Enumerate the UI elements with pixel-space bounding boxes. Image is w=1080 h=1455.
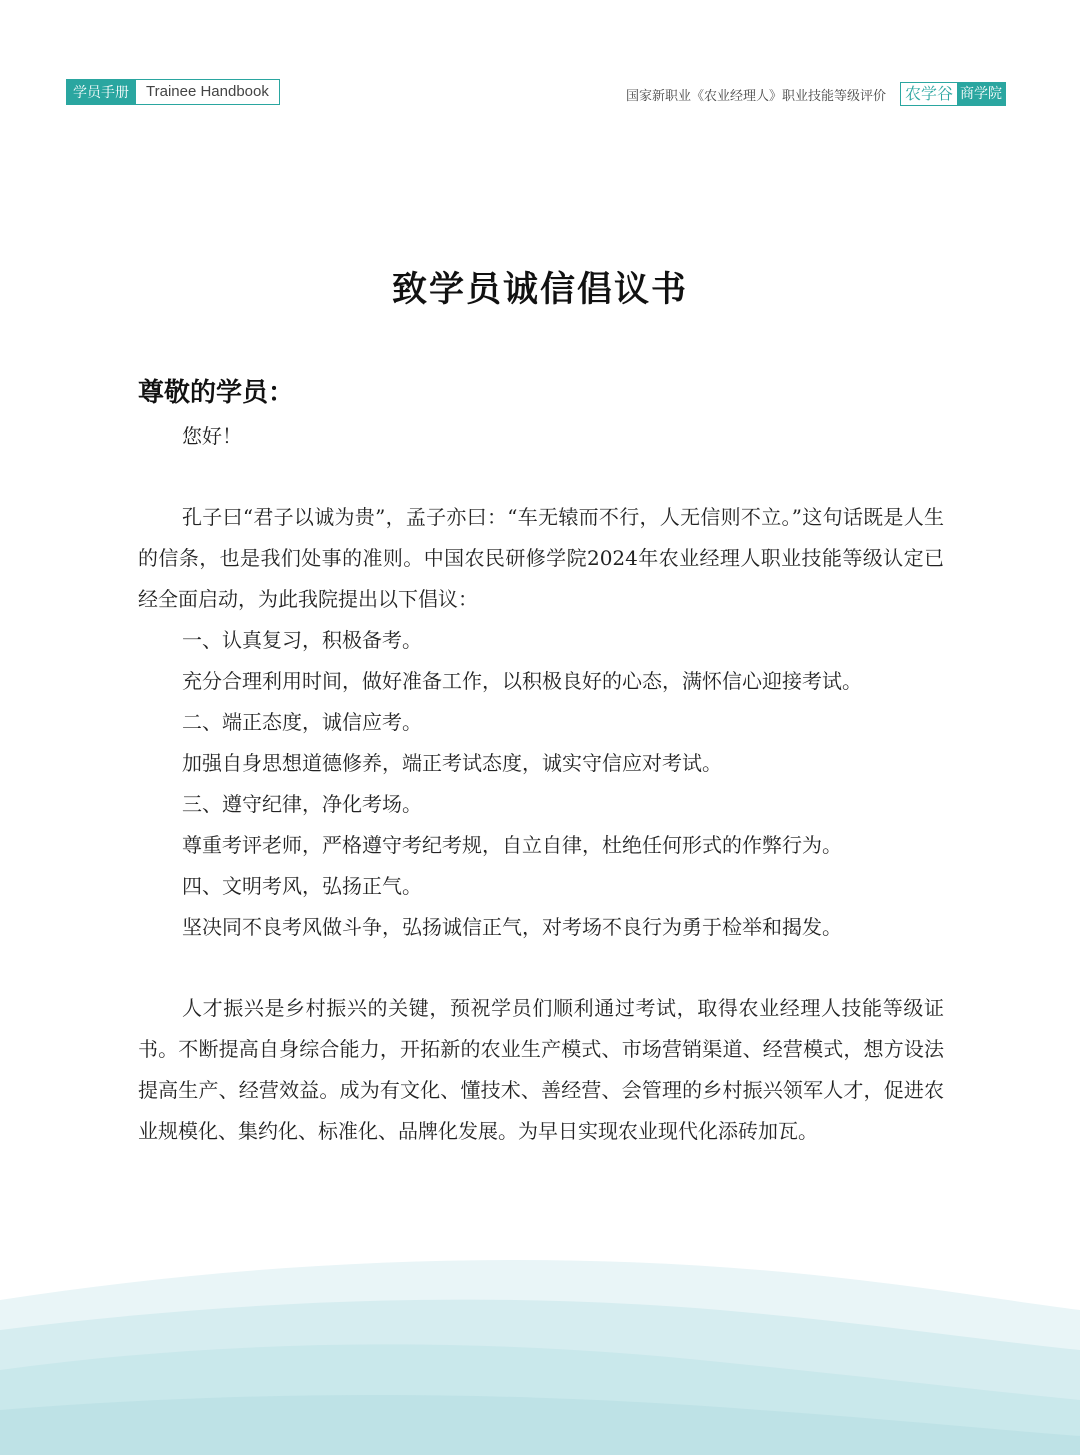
header-tagline: 国家新职业《农业经理人》职业技能等级评价 [625,88,886,104]
logo-sub-text: 商学院 [957,83,1005,105]
handbook-badge [66,79,280,105]
item-heading-2: 二、端正态度，诚信应考。 [182,710,422,734]
item-heading-4: 四、文明考风，弘扬正气。 [182,874,422,898]
salutation: 尊敬的学员： [138,378,295,408]
brand-logo [900,82,1006,106]
item-detail-1: 充分合理利用时间，做好准备工作，以积极良好的心态，满怀信心迎接考试。 [182,669,862,693]
greeting: 您好！ [182,424,242,448]
item-detail-4: 坚决同不良考风做斗争，弘扬诚信正气，对考场不良行为勇于检举和揭发。 [182,915,842,939]
item-detail-2: 加强自身思想道德修养，端正考试态度，诚实守信应对考试。 [182,751,722,775]
closing-paragraph: 人才振兴是乡村振兴的关键，预祝学员们顺利通过考试，取得农业经理人技能等级证书。不断提高自身综合能力，开拓新的农业生产模式、市场营销渠道、经营模式，想方设法提高生产、经营效益。成为有文化、懂技术、善经营、会管理的乡村振兴领军人才，促进农业规模化、集约化、标准化、品牌化发展。为早日实现农业现代化添砖加瓦。 [138,996,944,1143]
badge-english-label: Trainee Handbook [136,79,280,105]
item-heading-3: 三、遵守纪律，净化考场。 [182,792,422,816]
header-right [626,82,1006,106]
item-detail-3: 尊重考评老师，严格遵守考纪考规，自立自律，杜绝任何形式的作弊行为。 [182,833,842,857]
logo-main-text: 农学谷 [904,84,953,103]
badge-label: 学员手册 [66,79,136,105]
page-title: 致学员诚信倡议书 [391,269,688,310]
item-heading-1: 一、认真复习，积极备考。 [182,628,422,652]
decorative-wave [0,1240,1080,1455]
letter-body [138,416,944,1152]
intro-paragraph: 孔子曰“君子以诚为贵”，孟子亦曰：“车无辕而不行，人无信则不立。”这句话既是人生的信条，也是我们处事的准则。中国农民研修学院2024年农业经理人职业技能等级认定已经全面启动，为此我院提出以下倡议： [138,505,944,611]
